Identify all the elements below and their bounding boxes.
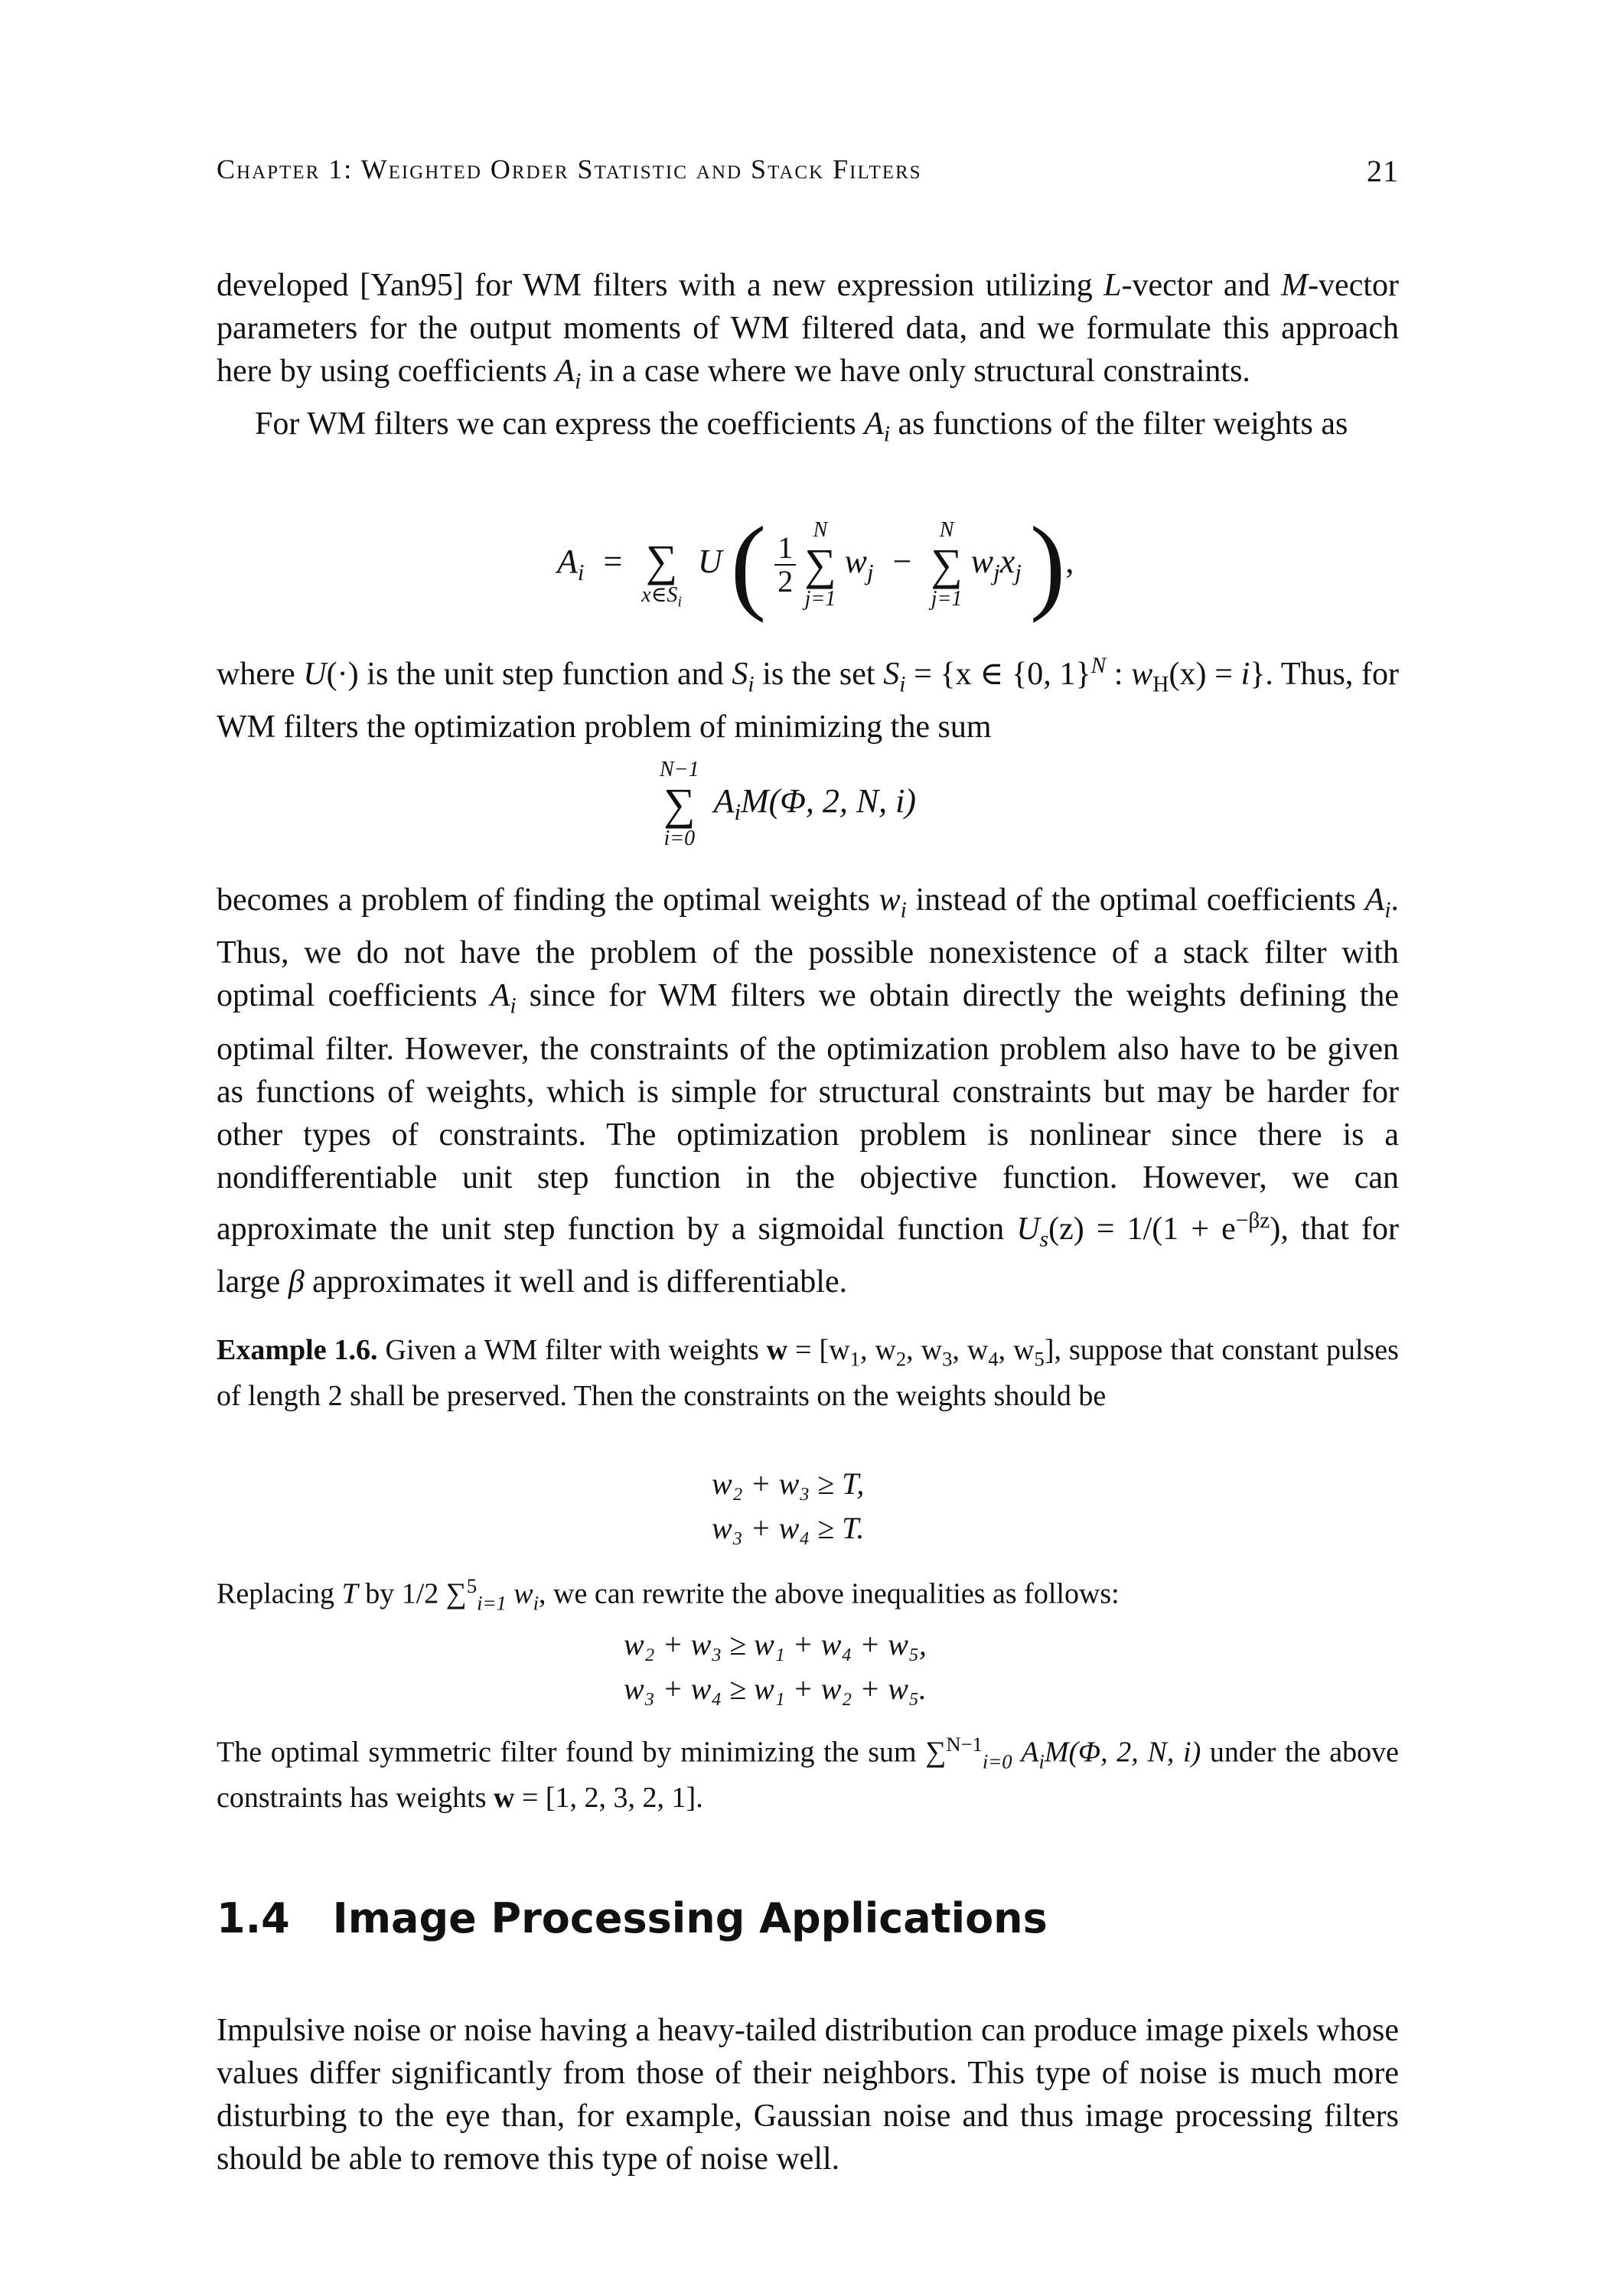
body-text-optimization	[217, 879, 1399, 1303]
sum-over-set: ∑ $x\in S_i$	[641, 536, 682, 611]
replacing-text	[217, 1567, 1399, 1621]
inequality-1: w₂ + w₃ ≥ T,	[712, 1466, 865, 1501]
inequality-4: w₃ + w₄ ≥ w₁ + w₂ + w₅.	[624, 1671, 927, 1706]
fraction-half: $\frac{1}{2}$	[774, 532, 796, 598]
equation-coefficients: $A_i$ = ∑ $x\in S_i$ U ( $\frac{1}{2}$ N ∑ j=1 $w_j$ − N ∑ j=1 $w_jx_j$ ),	[557, 505, 1074, 624]
paragraph-5: Impulsive noise or noise having a heavy-tailed distribution can produce image pixels whose values differ significantly from those of their neighbors. This type of noise is much more disturbing to the eye than, for example, Gaussian noise and thus image processing filters should be able to remove this type of noise well.	[217, 2013, 1399, 2177]
optimal-text	[217, 1726, 1399, 1816]
chapter-title: Chapter 1: Weighted Order Statistic and Stack Filters	[217, 154, 922, 184]
equation-sum: N−1 ∑ i=0 $A_iM(\Phi$, 2, N, i)	[660, 758, 917, 850]
inequalities-T	[712, 1462, 864, 1551]
running-head	[217, 153, 1399, 189]
example-1-6: Example 1.6. Given a WM filter with weights $w = [w_1$, $w_2$, $w_3$, $w_4$, $w_5$], suppose that constant pulses of length 2 shall be preserved. Then the constraints on the weights should be	[217, 1334, 1399, 1412]
sum-weighted-x: N ∑ j=1	[931, 518, 963, 611]
body-text-top	[217, 264, 1399, 456]
replacing-sentence: Replacing T by 1/2 ∑$^5_{i=1}$ $w_i$, we can rewrite the above inequalities as follows:	[217, 1574, 1120, 1615]
optimal-sentence: The optimal symmetric filter found by minimizing the sum ∑$^{N-1}_{i=0}$ $A_iM(\Phi$, 2, N, i) under the above constraints has weights w = [1, 2, 3, 2, 1].	[217, 1733, 1399, 1815]
page-number: 21	[1367, 154, 1399, 188]
sum-i: N−1 ∑ i=0	[660, 758, 699, 850]
inequality-3: w₂ + w₃ ≥ w₁ + w₄ + w₅,	[624, 1627, 927, 1662]
body-text-set-def	[217, 644, 1399, 748]
example-label: Example 1.6.	[217, 1334, 378, 1366]
inequality-2: w₃ + w₄ ≥ T.	[712, 1511, 865, 1545]
example-block	[217, 1332, 1399, 1414]
sum-weights: N ∑ j=1	[804, 518, 836, 611]
section-heading	[217, 1894, 1048, 1942]
inequalities-rewritten	[624, 1623, 927, 1711]
paragraph-3: where U(·) is the unit step function and $S_i$ is the set $S_i = \{x$ ∈ {0, 1}$^N$ : $w_H(x) = i$}. Thus, for WM filters the optimization problem of minimizing the sum	[217, 654, 1399, 745]
paragraph-4: becomes a problem of finding the optimal weights $w_i$ instead of the optimal coefficients $A_i$. Thus, we do not have the problem of the possible nonexistence of a stack filter with optimal coefficients $A_i$ since for WM filters we obtain directly the weights defining the optimal filter. However, the constraints of the optimization problem also have to be given as functions of weights, which is simple for structural constraints but may be harder for other types of constraints. The optimization problem is nonlinear since there is a nondifferentiable unit step function in the objective function. However, we can approximate the unit step function by a sigmoidal function $U_s(z) = 1/(1 + e^{-\beta z})$, that for large β approximates it well and is differentiable.	[217, 882, 1400, 1300]
section-title: Image Processing Applications	[332, 1894, 1048, 1942]
body-text-bottom	[217, 2009, 1399, 2180]
paragraph-2: For WM filters we can express the coefficients $A_i$ as functions of the filter weights as	[255, 406, 1348, 447]
section-number: 1.4	[217, 1894, 290, 1942]
paragraph-1: developed [Yan95] for WM filters with a new expression utilizing L-vector and M-vector parameters for the output moments of WM filtered data, and we formulate this approach here by using coefficients $A_i$ in a case where we have only structural constraints.	[217, 268, 1399, 394]
